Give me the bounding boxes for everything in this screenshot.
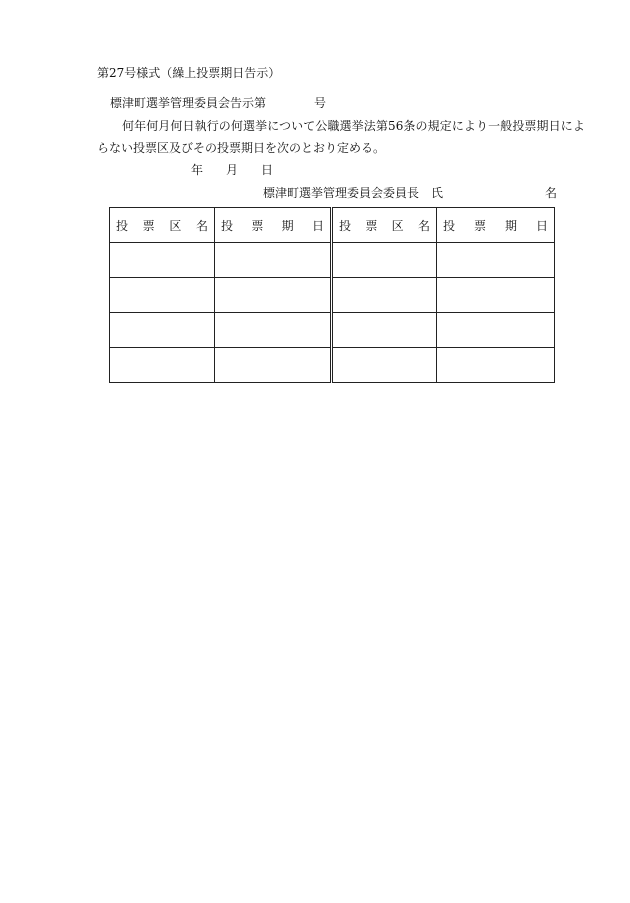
form-title: 第27号様式（繰上投票期日告示） xyxy=(97,66,281,80)
date-year: 年 xyxy=(191,163,204,177)
table-cell xyxy=(332,348,437,383)
table-cell xyxy=(437,348,555,383)
table-cell xyxy=(215,243,332,278)
table-cell xyxy=(437,313,555,348)
chairman-title: 標津町選挙管理委員会委員長 氏 xyxy=(263,186,444,200)
notice-issuer: 標津町選挙管理委員会告示第 xyxy=(110,96,267,110)
table-row xyxy=(110,348,555,383)
date-day: 日 xyxy=(261,163,274,177)
table-row xyxy=(110,243,555,278)
table-cell xyxy=(215,348,332,383)
notice-number-line xyxy=(110,96,326,110)
notice-number-label: 号 xyxy=(314,96,327,110)
table-cell xyxy=(437,278,555,313)
body-text-line-1: 何年何月何日執行の何選挙について公職選挙法第56条の規定により一般投票期日によ xyxy=(122,119,585,133)
table-cell xyxy=(437,243,555,278)
table-cell xyxy=(110,313,215,348)
table-row xyxy=(110,278,555,313)
header-cell-voting-date-2: 投 票 期 日 xyxy=(437,208,555,243)
table-cell xyxy=(332,243,437,278)
body-text-line-2: らない投票区及びその投票期日を次のとおり定める。 xyxy=(97,141,386,155)
table-cell xyxy=(110,243,215,278)
chairman-name-suffix: 名 xyxy=(545,186,558,200)
table-cell xyxy=(215,278,332,313)
table-cell xyxy=(110,348,215,383)
date-month: 月 xyxy=(226,163,239,177)
table-cell xyxy=(332,313,437,348)
header-cell-voting-date: 投 票 期 日 xyxy=(215,208,332,243)
table-row xyxy=(110,313,555,348)
header-cell-district-name-2: 投 票 区 名 xyxy=(332,208,437,243)
table-cell xyxy=(110,278,215,313)
date-line xyxy=(191,163,273,177)
table-cell xyxy=(215,313,332,348)
table-header-row xyxy=(110,208,555,243)
chairman-signature-line xyxy=(263,186,557,200)
table-cell xyxy=(332,278,437,313)
header-cell-district-name: 投 票 区 名 xyxy=(110,208,215,243)
voting-schedule-table xyxy=(109,207,555,383)
